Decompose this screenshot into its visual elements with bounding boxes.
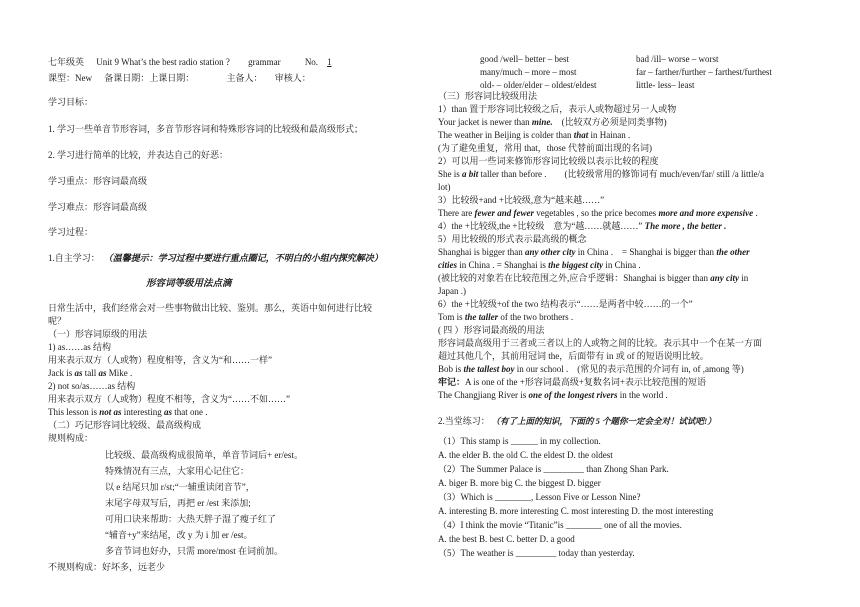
part3-title: （三）形容词比较级用法: [438, 91, 538, 101]
emphasis: as: [74, 368, 83, 378]
part4-remember: [438, 376, 706, 388]
text: A is one of the +形容词最高级+复数名词+表示比较范围的短语: [465, 377, 706, 387]
irregular-2b: far – farther/further – farthest/furthest: [636, 67, 772, 77]
part3-example-1: [438, 116, 667, 128]
prep-date: 备课日期：上课日期：: [104, 73, 195, 83]
part3-note-2-cont: Japan .): [438, 286, 466, 296]
text: taller than before . (比较级常用的修饰词有 much/even/far/ still /a little/a: [478, 169, 764, 179]
part3-item-5: 5）用比较级的形式表示最高级的概念: [438, 234, 587, 244]
reviewer: 审核人：: [274, 73, 311, 83]
rule-label: 规则构成：: [48, 433, 94, 443]
exercise-title: [438, 415, 716, 427]
question-3: （3）Which is ________, Lesson Five or Lesson Nine?: [438, 492, 641, 502]
rule-line-4: 末尾字母双写后，再把 er /est 来添加;: [105, 498, 251, 508]
part1-title: （一）形容词原级的用法: [48, 329, 148, 339]
emphasis: as: [164, 407, 173, 417]
part4-line-1: 形容词最高级用于三者或三者以上的人或物之间的比较。表示其中一个在某一方面: [438, 338, 763, 348]
irregular-1a: good /well– better – best: [480, 54, 569, 64]
goal-2: 2. 学习进行简单的比较，并表达自己的好恶：: [48, 150, 229, 160]
text: in the world .: [617, 390, 668, 400]
irregular-2a: many/much – more – most: [480, 67, 577, 77]
text: 4）the +比较级,the +比较级 意为“越……就越……”: [438, 221, 645, 231]
part3-item-1: 1）than 置于形容词比较级之后，表示人或物超过另一人或物: [438, 104, 677, 114]
unit-title: Unit 9 What’s the best radio station ?: [96, 57, 230, 67]
text: of the two brothers .: [498, 312, 574, 322]
remember-label: 牢记：: [438, 377, 466, 387]
part3-item-3: 3）比较级+and +比较级,意为“越来越……”: [438, 195, 605, 205]
part3-item-2: 2）可以用一些词来修饰形容词比较级以表示比较的程度: [438, 156, 659, 166]
rule-line-6: “辅音+y”来结尾，改 y 为 i 加 er /est。: [105, 530, 253, 540]
part1-item-4: 用来表示双方（人或物）程度不相等，含义为“……不如……”: [48, 394, 290, 404]
part4-example-1: [438, 363, 744, 375]
self-study-hint: （温馨提示：学习过程中要进行重点圈记，不明白的小组内探究解决）: [103, 253, 383, 263]
irregular-3b: little- less– least: [636, 80, 695, 90]
question-2: （2）The Summer Palace is _________ than Zhong Shan Park.: [438, 464, 669, 474]
part1-item-1: 1) as……as 结构: [48, 342, 111, 352]
goals-title: 学习目标：: [48, 97, 94, 107]
intro-line-1: 日常生活中，我们经常会对一些事物做出比较、鉴别。那么，英语中如何进行比较: [48, 303, 373, 313]
part3-example-3-cont: lot): [438, 182, 451, 192]
text: (被比较的对象若在比较范围之外,应合乎逻辑：Shanghai is bigger than: [438, 273, 711, 283]
main-preparer: 主备人：: [226, 73, 263, 83]
rule-line-3: 以 e 结尾只加 r/st;“一辅重读闭音节”，: [105, 482, 255, 492]
section-title: 形容词等级用法点滴: [146, 279, 232, 289]
text: that one .: [172, 407, 208, 417]
text: in: [738, 273, 749, 283]
emphasis: not as: [99, 407, 122, 417]
text: (比较双方必须是同类事物): [552, 117, 667, 127]
rule-line-5: 可用口诀来帮助：大热天胖子湿了瘦子红了: [105, 514, 277, 524]
question-2-options: A. biger B. more big C. the biggest D. bigger: [438, 478, 601, 488]
text: Jack is: [48, 368, 75, 378]
text: in Hainan .: [588, 130, 631, 140]
intro-line-2: 呢？: [48, 316, 67, 326]
emphasis: any city: [710, 273, 739, 283]
rule-line-1: 比较级、最高级构成很简单，单音节词后+ er/est。: [105, 450, 303, 460]
text: She is: [438, 169, 463, 179]
text: vegetables , so the price becomes: [533, 208, 659, 218]
emphasis: a bit: [462, 169, 479, 179]
part3-note-1: (为了避免重复，常用 that，those 代替前面出现的名词): [438, 143, 652, 153]
rule-line-2: 特殊情况有三点，大家用心记住它：: [105, 466, 250, 476]
worksheet-meta: [48, 72, 321, 84]
part3-example-5: [438, 246, 750, 258]
text: The Changjiang River is: [438, 390, 529, 400]
question-5: （5）The weather is _________ today than yesterday.: [438, 548, 635, 558]
emphasis: cities: [438, 260, 457, 270]
emphasis: the taller: [464, 312, 499, 322]
part2-title: （二）巧记形容词比较级、最高级构成: [48, 420, 202, 430]
question-4-options: A. the best B. best C. better D. a good: [438, 534, 575, 544]
text: interesting: [121, 407, 165, 417]
text: .: [753, 208, 758, 218]
text: This lesson is: [48, 407, 100, 417]
text: in our school . (常见的表示范围的介词有 in, of ,among 等): [514, 364, 744, 374]
lesson-category: 课型：New: [48, 73, 92, 83]
exercise-label: 2.当堂练习：: [438, 416, 490, 426]
emphasis: the other: [716, 247, 750, 257]
number-value: 1: [327, 57, 332, 67]
difficulty: 学习难点：形容词最高级: [48, 202, 148, 212]
emphasis: the tallest boy: [463, 364, 515, 374]
emphasis: The more , the better .: [644, 221, 727, 231]
text: The weather in Beijing is colder than: [438, 130, 574, 140]
self-study-label: 1.自主学习：: [48, 253, 100, 263]
irregular-3a: old- – older/elder – oldest/eldest: [480, 80, 597, 90]
emphasis: mine.: [531, 117, 553, 127]
question-3-options: A. interesting B. more interesting C. most interesting D. the most interesting: [438, 506, 714, 516]
emphasis: any other city: [525, 247, 576, 257]
exercise-hint: （有了上面的知识，下面的 5 个题你一定会全对！试试吧!）: [495, 416, 716, 426]
part4-line-2: 超过其他几个，其前用冠词 the，后面带有 in 或 of 的短语说明比较。: [438, 351, 709, 361]
text: Shanghai is bigger than: [438, 247, 525, 257]
question-4: （4）I think the movie “Titanic”is ________ one of all the movies.: [438, 520, 682, 530]
number-label: No.: [304, 57, 319, 67]
lesson-type: grammar: [248, 57, 281, 67]
irregular-1b: bad /ill– worse – worst: [636, 54, 719, 64]
part3-example-2: [438, 129, 630, 141]
text: Bob is: [438, 364, 464, 374]
key-point: 学习重点：形容词最高级: [48, 176, 148, 186]
part3-example-3: [438, 168, 764, 180]
emphasis: fewer and fewer: [474, 208, 534, 218]
part3-example-6: [438, 311, 573, 323]
part4-example-2: [438, 389, 668, 401]
text: Tom is: [438, 312, 465, 322]
text: in China . = Shanghai is bigger than: [575, 247, 717, 257]
goal-1: 1. 学习一些单音节形容词，多音节形容词和特殊形容词的比较级和最高级形式；: [48, 124, 364, 134]
emphasis: more and more expensive: [658, 208, 754, 218]
question-1: （1）This stamp is ______ in my collection.: [438, 436, 601, 446]
part3-example-4: [438, 207, 758, 219]
process-title: 学习过程：: [48, 227, 94, 237]
rule-line-7: 多音节词也好办，只需 more/most 在词前加。: [105, 546, 283, 556]
grade-label: 七年级英: [48, 57, 85, 67]
part4-title: ( 四 ）形容词最高级的用法: [438, 325, 545, 335]
part3-example-5-cont: [438, 259, 641, 271]
self-study: [48, 252, 383, 264]
worksheet-header: [48, 56, 344, 68]
part3-note-2: [438, 272, 748, 284]
text: There are: [438, 208, 475, 218]
text: in China .: [603, 260, 641, 270]
part1-example-1: [48, 367, 132, 379]
part1-example-2: [48, 406, 208, 418]
emphasis: as: [98, 368, 107, 378]
question-1-options: A. the elder B. the old C. the eldest D. the oldest: [438, 450, 613, 460]
irregular-label: 不规则构成：好坏多，远老少: [48, 562, 166, 572]
part3-item-6: 6）the +比较级+of the two 结构表示“……是两者中较……的一个”: [438, 299, 693, 309]
emphasis: that: [573, 130, 589, 140]
text: Mike .: [106, 368, 133, 378]
text: Your jacket is newer than: [438, 117, 532, 127]
text: in China . = Shanghai is: [457, 260, 549, 270]
text: tall: [82, 368, 99, 378]
part3-item-4: [438, 220, 726, 232]
emphasis: the biggest city: [548, 260, 604, 270]
part1-item-2: 用来表示双方（人或物）程度相等，含义为“和……一样”: [48, 355, 272, 365]
part1-item-3: 2) not so/as……as 结构: [48, 381, 136, 391]
emphasis: one of the longest rivers: [528, 390, 618, 400]
